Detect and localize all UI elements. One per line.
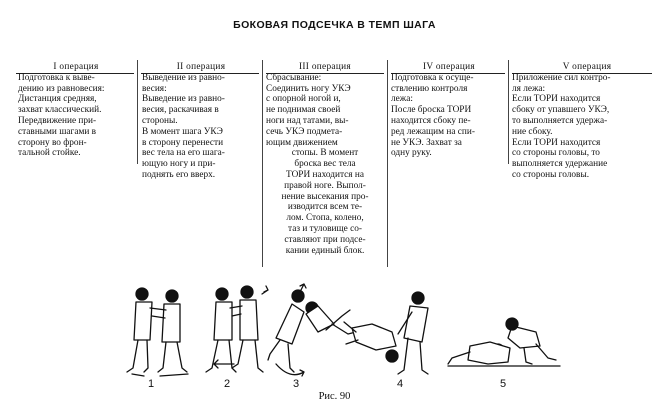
figure-3-drawing [268,284,356,376]
figure-label: 1 [147,378,155,390]
operation-text-line: тальной стойке. [18,148,81,159]
operation-text-line: в сторону перенести [142,137,224,148]
figure-2-drawing [206,286,268,372]
operation-text-line: изводится всем те- [287,202,363,213]
operation-text-line: ТОРИ находится на [286,169,364,180]
operation-text-line: стопы. В момент [291,148,359,159]
operation-text-line: ставными шагами в [18,126,97,137]
figure-caption: Рис. 90 [318,391,351,402]
column-divider [262,60,263,267]
column-divider [387,60,388,267]
operation-column-2 [142,62,260,181]
operation-column-5 [512,62,662,181]
operation-text-line: находится сбоку пе- [391,115,471,126]
figure-label: 5 [499,378,507,390]
operation-text-line: Выведение из равно- [142,72,225,83]
operation-text-line: выполняется удержание [512,159,608,170]
operation-text-line: ставляют при подсе- [284,234,366,245]
operation-text-line: Если ТОРИ находится [512,137,601,148]
column-divider [137,60,138,164]
figure-1-drawing [127,288,188,376]
figure-label: 3 [292,378,300,390]
operation-text-line: сторону во фрон- [18,137,87,148]
operation-text-line: ля лежа: [512,83,546,94]
operation-text-line: ствлению контроля [391,83,468,94]
operation-text-line: с опорной ногой и, [266,94,341,105]
column-divider [508,60,509,164]
operation-text-line: правой ноге. Выпол- [284,180,366,191]
operation-text-line: поднять его вверх. [142,169,216,180]
operation-text-line: то выполняется удержа- [512,115,608,126]
operation-text-line: весия, раскачивая в [142,105,219,116]
operation-text-line: стороны. [142,115,178,126]
operation-column-4 [391,62,507,159]
figure-label: 4 [396,378,404,390]
operation-header: II операция [176,62,226,72]
operation-text-line: нение высекания про- [281,191,369,202]
operation-text-line: броска вес тела [294,159,356,170]
operation-text-line: После броска ТОРИ [391,105,472,116]
operation-text-line: ющую ногу и при- [142,159,216,170]
operation-header: IV операция [422,62,476,72]
operation-header: I операция [53,62,99,72]
operation-text-line: не УКЭ. Захват за [391,137,462,148]
operation-text-line: сечь УКЭ подмета- [266,126,343,137]
operation-text-line: сбоку от упавшего УКЭ, [512,105,610,116]
figure-5-drawing [448,318,560,366]
operation-text-line: Соединить ногу УКЭ [266,83,351,94]
operation-text-line: захват классический. [18,105,102,116]
operation-text-line: весия: [142,83,167,94]
technique-illustration [0,272,669,402]
operation-text-line: лежа: [391,94,413,105]
operation-text-line: Приложение сил контро- [512,72,611,83]
operation-text-line: В момент шага УКЭ [142,126,223,137]
operation-text-line: лом. Стопа, колено, [286,213,364,224]
operation-text-line: одну руку. [391,148,432,159]
operation-header: V операция [562,62,612,72]
operation-column-1 [18,62,134,159]
page-title: БОКОВАЯ ПОДСЕЧКА В ТЕМП ШАГА [233,19,436,31]
operation-text-line: со стороны головы. [512,169,590,180]
operation-column-3 [266,62,384,256]
operation-text-line: Подготовка к осуще- [391,72,474,83]
operation-text-line: вес тела на его шага- [142,148,225,159]
operation-text-line: не поднимая своей [266,105,341,116]
figure-4-drawing [344,292,428,374]
operation-text-line: Сбрасывание: [266,72,322,83]
operation-text-line: ред лежащим на спи- [391,126,475,137]
operation-text-line: ние сбоку. [512,126,553,137]
operation-header: III операция [299,62,351,72]
operation-text-line: Дистанция средняя, [18,94,97,105]
operation-text-line: Передвижение при- [18,115,97,126]
operation-text-line: ноги над татами, вы- [266,115,349,126]
operation-text-line: Выведение из равно- [142,94,225,105]
operation-text-line: Подготовка к выве- [18,72,95,83]
figure-label: 2 [223,378,231,390]
operation-text-line: ющим движением [266,137,338,148]
operation-text-line: кании единый блок. [285,245,365,256]
operation-text-line: таз и туловище со- [288,223,362,234]
operation-text-line: дению из равновесия: [18,83,105,94]
operation-text-line: со стороны головы, то [512,148,600,159]
operation-text-line: Если ТОРИ находится [512,94,601,105]
